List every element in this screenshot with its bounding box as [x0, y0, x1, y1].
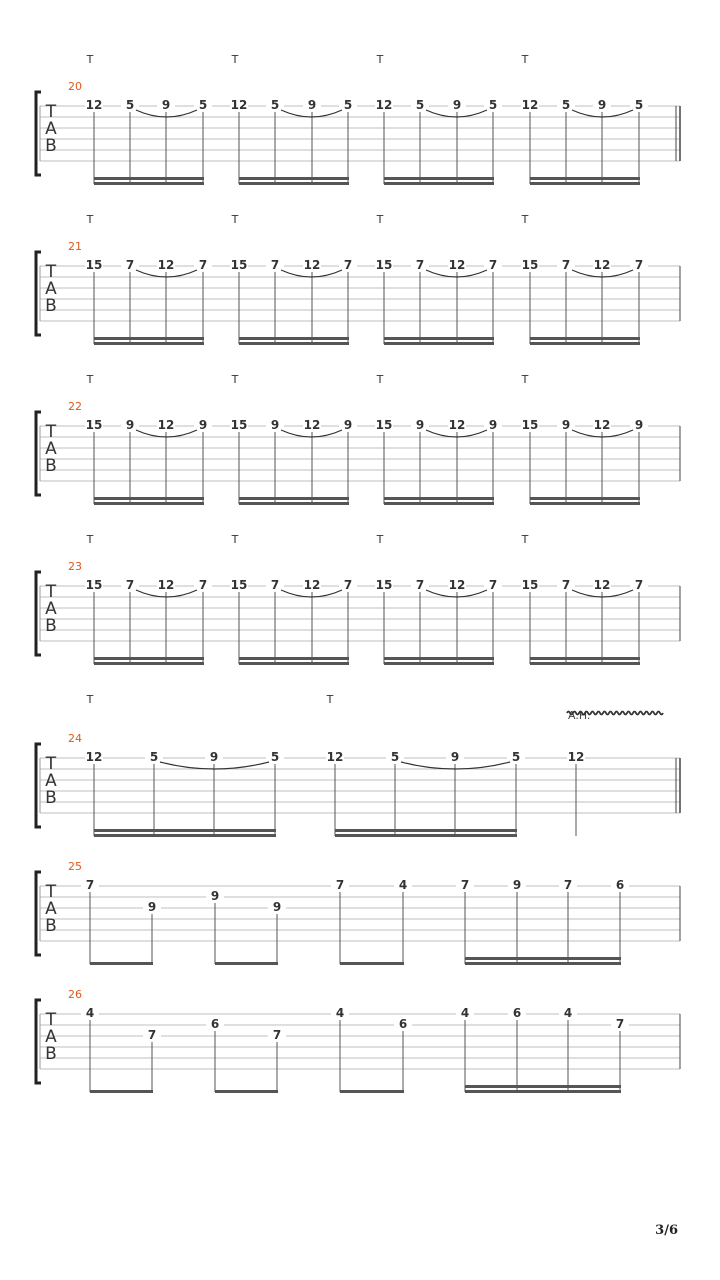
note-beam	[384, 662, 494, 665]
fret-number: 6	[398, 1017, 408, 1031]
fret-number: 12	[326, 750, 344, 764]
fret-number: 12	[157, 258, 175, 272]
tab-clef-letter: T	[45, 582, 57, 602]
note-beam	[384, 497, 494, 500]
note-beam	[530, 337, 640, 340]
fret-number: 7	[270, 258, 280, 272]
note-beam	[239, 502, 349, 505]
fret-number: 12	[85, 98, 103, 112]
beat-group	[206, 889, 286, 965]
fret-number: 9	[512, 878, 522, 892]
fret-number: 15	[375, 578, 393, 592]
fret-number: 9	[343, 418, 353, 432]
fret-number: 12	[303, 418, 321, 432]
tab-system	[36, 53, 680, 185]
fret-number: 15	[85, 418, 103, 432]
beat-group	[230, 98, 357, 185]
fret-number: 5	[270, 98, 280, 112]
tab-clef-letter: A	[45, 771, 57, 791]
beat-group	[85, 750, 284, 837]
note-beam	[94, 502, 204, 505]
fret-number: 9	[198, 418, 208, 432]
tab-system	[36, 988, 680, 1093]
beat-group	[567, 750, 585, 836]
fret-number: 7	[272, 1028, 282, 1042]
tab-clef-letter: A	[45, 439, 57, 459]
note-beam	[530, 342, 640, 345]
fret-number: 9	[161, 98, 171, 112]
measure-number: 20	[68, 80, 82, 93]
fret-number: 4	[398, 878, 408, 892]
note-beam	[90, 1090, 153, 1093]
note-beam	[94, 182, 204, 185]
fret-number: 6	[512, 1006, 522, 1020]
fret-number: 7	[460, 878, 470, 892]
tab-clef-letter: B	[45, 616, 57, 636]
fret-number: 9	[561, 418, 571, 432]
tapping-mark: T	[86, 693, 94, 706]
fret-number: 5	[270, 750, 280, 764]
beat-group	[85, 258, 212, 345]
tapping-mark: T	[231, 53, 239, 66]
note-beam	[530, 502, 640, 505]
fret-number: 5	[149, 750, 159, 764]
tab-clef-letter: A	[45, 899, 57, 919]
tab-system	[36, 533, 680, 665]
note-beam	[340, 962, 404, 965]
tab-clef-letter: A	[45, 279, 57, 299]
note-beam	[384, 502, 494, 505]
fret-number: 7	[343, 258, 353, 272]
note-beam	[465, 1085, 621, 1088]
fret-number: 15	[85, 258, 103, 272]
note-beam	[465, 962, 621, 965]
fret-number: 5	[198, 98, 208, 112]
tab-clef-letter: B	[45, 136, 57, 156]
fret-number: 4	[563, 1006, 573, 1020]
fret-number: 15	[230, 418, 248, 432]
fret-number: 12	[448, 258, 466, 272]
fret-number: 12	[567, 750, 585, 764]
fret-number: 12	[593, 578, 611, 592]
fret-number: 7	[615, 1017, 625, 1031]
measure-number: 23	[68, 560, 82, 573]
fret-number: 7	[198, 258, 208, 272]
tapping-mark: T	[521, 53, 529, 66]
fret-number: 15	[375, 258, 393, 272]
fret-number: 9	[147, 900, 157, 914]
fret-number: 5	[634, 98, 644, 112]
note-beam	[90, 962, 153, 965]
fret-number: 7	[634, 258, 644, 272]
note-beam	[239, 662, 349, 665]
beat-group	[230, 258, 357, 345]
note-beam	[239, 342, 349, 345]
note-beam	[384, 657, 494, 660]
fret-number: 15	[521, 258, 539, 272]
tapping-mark: T	[86, 533, 94, 546]
fret-number: 9	[488, 418, 498, 432]
fret-number: 12	[157, 578, 175, 592]
tab-clef-letter: T	[45, 882, 57, 902]
fret-number: 12	[303, 578, 321, 592]
artificial-harmonic-label: A.H.	[568, 709, 591, 722]
note-beam	[335, 829, 517, 832]
beat-group	[521, 418, 648, 505]
beat-group	[85, 98, 212, 185]
beat-group	[375, 98, 502, 185]
fret-number: 7	[415, 578, 425, 592]
fret-number: 9	[209, 750, 219, 764]
note-beam	[94, 177, 204, 180]
tab-clef-letter: T	[45, 102, 57, 122]
fret-number: 5	[343, 98, 353, 112]
tab-clef-letter: B	[45, 456, 57, 476]
tapping-mark: T	[521, 373, 529, 386]
fret-number: 12	[593, 258, 611, 272]
measure-number: 24	[68, 732, 82, 745]
beat-group	[331, 1006, 412, 1093]
fret-number: 12	[230, 98, 248, 112]
fret-number: 15	[230, 578, 248, 592]
measure-number: 26	[68, 988, 82, 1001]
beat-group	[331, 878, 412, 965]
tapping-mark: T	[86, 213, 94, 226]
beat-group	[85, 578, 212, 665]
fret-number: 9	[125, 418, 135, 432]
tapping-mark: T	[231, 213, 239, 226]
fret-number: 5	[125, 98, 135, 112]
fret-number: 9	[452, 98, 462, 112]
measure-number: 25	[68, 860, 82, 873]
tab-system	[36, 693, 680, 837]
note-beam	[340, 1090, 404, 1093]
fret-number: 12	[375, 98, 393, 112]
fret-number: 9	[597, 98, 607, 112]
note-beam	[335, 834, 517, 837]
note-beam	[94, 662, 204, 665]
note-beam	[530, 657, 640, 660]
fret-number: 7	[125, 578, 135, 592]
beat-group	[81, 1006, 161, 1093]
fret-number: 12	[521, 98, 539, 112]
tab-clef-letter: B	[45, 916, 57, 936]
fret-number: 7	[561, 578, 571, 592]
fret-number: 9	[450, 750, 460, 764]
beat-group	[456, 878, 629, 965]
note-beam	[94, 657, 204, 660]
fret-number: 9	[415, 418, 425, 432]
beat-group	[81, 878, 161, 965]
fret-number: 9	[270, 418, 280, 432]
note-beam	[465, 1090, 621, 1093]
beat-group	[206, 1017, 286, 1093]
note-beam	[94, 497, 204, 500]
tapping-mark: T	[376, 373, 384, 386]
note-beam	[239, 182, 349, 185]
tapping-mark: T	[86, 373, 94, 386]
note-beam	[239, 177, 349, 180]
note-beam	[384, 182, 494, 185]
measure-number: 22	[68, 400, 82, 413]
fret-number: 7	[634, 578, 644, 592]
fret-number: 7	[415, 258, 425, 272]
fret-number: 12	[593, 418, 611, 432]
beat-group	[521, 98, 648, 185]
tapping-mark: T	[376, 533, 384, 546]
tapping-mark: T	[376, 213, 384, 226]
fret-number: 6	[210, 1017, 220, 1031]
fret-number: 7	[85, 878, 95, 892]
beat-group	[375, 418, 502, 505]
tab-clef-letter: B	[45, 788, 57, 808]
fret-number: 15	[230, 258, 248, 272]
tab-clef-letter: B	[45, 1044, 57, 1064]
tab-clef-letter: T	[45, 422, 57, 442]
tapping-mark: T	[521, 213, 529, 226]
beat-group	[456, 1006, 629, 1093]
note-beam	[215, 962, 278, 965]
fret-number: 15	[521, 578, 539, 592]
note-beam	[384, 342, 494, 345]
tapping-mark: T	[376, 53, 384, 66]
note-beam	[239, 657, 349, 660]
beat-group	[375, 258, 502, 345]
tapping-mark: T	[326, 693, 334, 706]
tapping-mark: T	[231, 373, 239, 386]
tab-clef-letter: A	[45, 599, 57, 619]
fret-number: 5	[390, 750, 400, 764]
measure-number: 21	[68, 240, 82, 253]
note-beam	[530, 177, 640, 180]
note-beam	[94, 834, 276, 837]
tapping-mark: T	[86, 53, 94, 66]
fret-number: 5	[561, 98, 571, 112]
fret-number: 7	[147, 1028, 157, 1042]
note-beam	[94, 829, 276, 832]
fret-number: 9	[634, 418, 644, 432]
fret-number: 7	[343, 578, 353, 592]
tab-system	[36, 373, 680, 505]
fret-number: 15	[375, 418, 393, 432]
beat-group	[375, 578, 502, 665]
fret-number: 7	[488, 258, 498, 272]
note-beam	[530, 182, 640, 185]
tapping-mark: T	[231, 533, 239, 546]
fret-number: 7	[125, 258, 135, 272]
fret-number: 15	[85, 578, 103, 592]
fret-number: 12	[157, 418, 175, 432]
fret-number: 7	[488, 578, 498, 592]
fret-number: 12	[85, 750, 103, 764]
tab-system	[36, 860, 680, 965]
beat-group	[230, 578, 357, 665]
tab-clef-letter: T	[45, 262, 57, 282]
fret-number: 12	[303, 258, 321, 272]
tab-clef-letter: B	[45, 296, 57, 316]
tab-clef-letter: A	[45, 1027, 57, 1047]
note-beam	[94, 342, 204, 345]
fret-number: 12	[448, 418, 466, 432]
fret-number: 9	[272, 900, 282, 914]
tab-clef-letter: T	[45, 754, 57, 774]
fret-number: 7	[335, 878, 345, 892]
fret-number: 7	[563, 878, 573, 892]
tab-clef-letter: A	[45, 119, 57, 139]
fret-number: 9	[307, 98, 317, 112]
note-beam	[239, 337, 349, 340]
note-beam	[215, 1090, 278, 1093]
fret-number: 12	[448, 578, 466, 592]
page-number: 3/6	[655, 1223, 678, 1238]
fret-number: 5	[511, 750, 521, 764]
beat-group	[521, 578, 648, 665]
fret-number: 9	[210, 889, 220, 903]
fret-number: 4	[460, 1006, 470, 1020]
note-beam	[384, 337, 494, 340]
beat-group	[326, 750, 525, 837]
beat-group	[85, 418, 212, 505]
tab-system	[36, 213, 680, 345]
fret-number: 6	[615, 878, 625, 892]
fret-number: 5	[415, 98, 425, 112]
fret-number: 4	[85, 1006, 95, 1020]
note-beam	[530, 497, 640, 500]
note-beam	[94, 337, 204, 340]
beat-group	[230, 418, 357, 505]
fret-number: 5	[488, 98, 498, 112]
tapping-mark: T	[521, 533, 529, 546]
fret-number: 7	[198, 578, 208, 592]
fret-number: 7	[561, 258, 571, 272]
fret-number: 15	[521, 418, 539, 432]
tab-clef-letter: T	[45, 1010, 57, 1030]
note-beam	[239, 497, 349, 500]
fret-number: 7	[270, 578, 280, 592]
note-beam	[384, 177, 494, 180]
note-beam	[465, 957, 621, 960]
beat-group	[521, 258, 648, 345]
fret-number: 4	[335, 1006, 345, 1020]
note-beam	[530, 662, 640, 665]
